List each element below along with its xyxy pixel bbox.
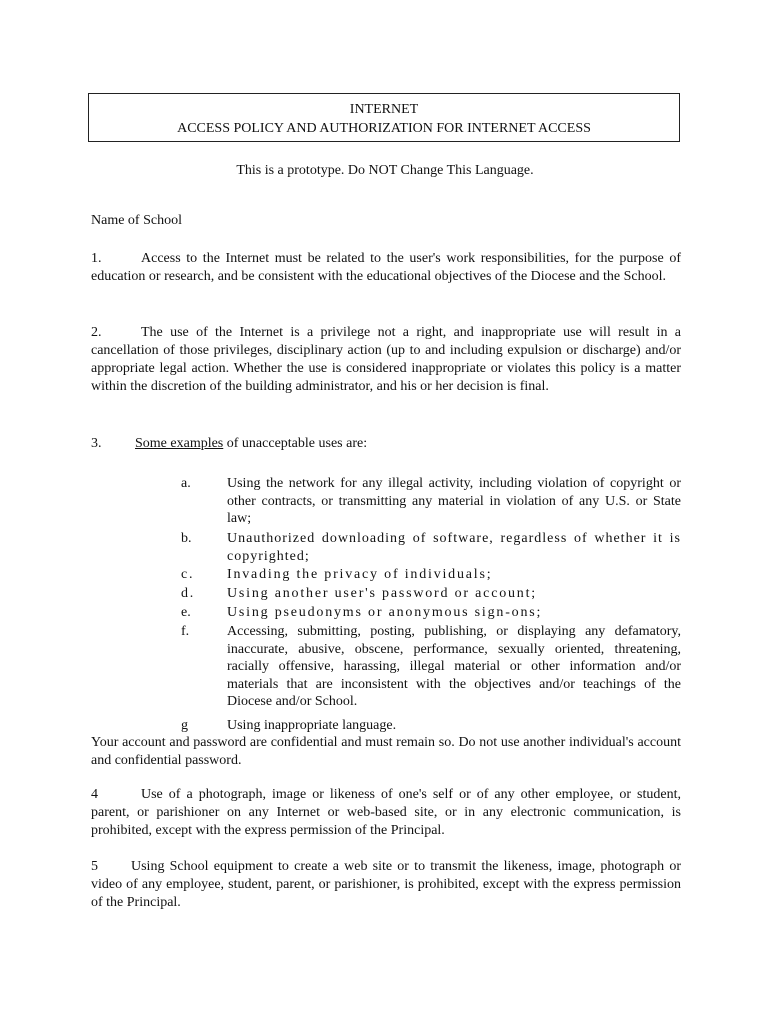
example-letter: g <box>181 718 188 733</box>
example-item-g <box>181 717 681 735</box>
example-letter: b. <box>181 531 192 546</box>
title-line-2: ACCESS POLICY AND AUTHORIZATION FOR INTERNET ACCESS <box>177 121 591 136</box>
prototype-notice: This is a prototype. Do NOT Change This Language. <box>236 163 534 178</box>
example-letter: f. <box>181 624 190 639</box>
section-5-number: 5 <box>91 859 98 874</box>
section-1-text: Access to the Internet must be related to the user's work responsibilities, for the purpose of education or research, and be consistent with the educational objectives of the Diocese and the School. <box>91 251 681 284</box>
example-letter: a. <box>181 476 191 491</box>
section-3-lead-underlined: Some examples <box>135 436 224 451</box>
account-password-note: Your account and password are confidential and must remain so. Do not use another individual's account and confidential password. <box>91 735 681 768</box>
example-item-d <box>181 585 681 603</box>
title-line-1: INTERNET <box>349 102 419 117</box>
example-item-b <box>181 530 681 565</box>
section-4-number: 4 <box>91 787 98 802</box>
example-text: Using another user's password or account; <box>227 586 537 601</box>
section-1 <box>91 250 681 286</box>
section-2-number: 2. <box>91 325 102 340</box>
section-4 <box>91 786 681 840</box>
section-2 <box>91 324 681 396</box>
example-letter: d. <box>181 586 196 601</box>
example-text: Using pseudonyms or anonymous sign-ons; <box>227 605 543 620</box>
example-letter: c. <box>181 567 195 582</box>
school-name-label: Name of School <box>91 213 182 228</box>
example-text: Unauthorized downloading of software, regardless of whether it is copyrighted; <box>227 531 681 564</box>
section-3-lead: of unacceptable uses are: <box>223 436 368 451</box>
example-text: Using the network for any illegal activity, including violation of copyright or other contracts, or transmitting any material in violation of any U.S. or State law; <box>227 476 681 526</box>
example-letter: e. <box>181 605 191 620</box>
section-4-text: Use of a photograph, image or likeness of one's self or of any other employee, or student, parent, or parishioner on any Internet or web-based site, or in any electronic communication, is prohibited, except with the express permission of the Principal. <box>91 787 681 838</box>
section-1-number: 1. <box>91 251 102 266</box>
section-3 <box>91 435 681 453</box>
example-item-e <box>181 604 681 622</box>
section-2-text: The use of the Internet is a privilege not a right, and inappropriate use will result in a cancellation of those privileges, disciplinary action (up to and including expulsion or discharge) and/or appropriate legal action. Whether the use is considered inappropriate or violates this policy is a matter within the discretion of the building administrator, and his or her decision is final. <box>91 325 681 394</box>
example-text: Accessing, submitting, posting, publishing, or displaying any defamatory, inaccurate, abusive, obscene, performance, sexually oriented, threatening, racially offensive, harassing, illegal material or other information and/or materials that are inconsistent with the objectives and/or teachings of the Diocese and/or School. <box>227 624 681 709</box>
example-item-a <box>181 475 681 528</box>
section-3-number: 3. <box>91 436 102 451</box>
title-box <box>88 93 680 142</box>
example-item-c <box>181 566 681 584</box>
section-5 <box>91 858 681 912</box>
section-5-text: Using School equipment to create a web site or to transmit the likeness, image, photograph or video of any employee, student, parent, or parishioner, is prohibited, except with the express permission of the Principal. <box>91 859 681 910</box>
example-text: Using inappropriate language. <box>227 718 397 733</box>
example-text: Invading the privacy of individuals; <box>227 567 493 582</box>
example-item-f <box>181 623 681 711</box>
